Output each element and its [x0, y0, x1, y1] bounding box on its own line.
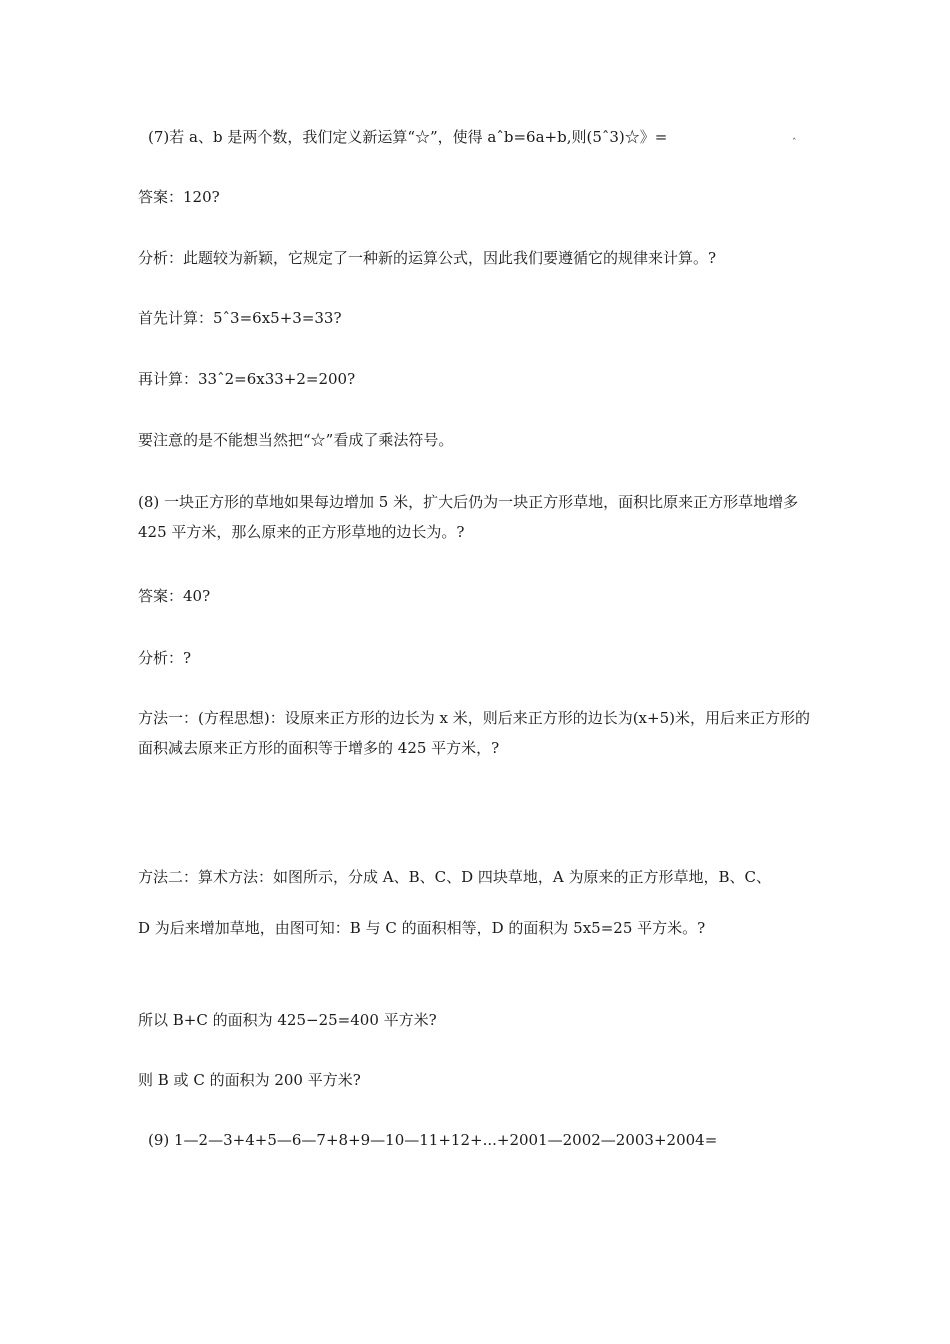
- problem-8-method-2-line-2: D 为后来增加草地，由图可知：B 与 C 的面积相等，D 的面积为 5x5=25 平方米。?: [138, 919, 706, 937]
- problem-7-question: (7)若 a、b 是两个数，我们定义新运算“☆”，使得 aˆb=6a+b,则(5ˆ3)☆》=: [148, 128, 668, 146]
- problem-7-step-2: 再计算：33ˆ2=6x33+2=200?: [138, 370, 356, 388]
- stray-caret-mark: ˆ: [792, 138, 797, 148]
- problem-8-method-1: 方法一：(方程思想)：设原来正方形的边长为 x 米，则后来正方形的边长为(x+5)米，用后来正方形的面积减去原来正方形的面积等于增多的 425 平方米，?: [138, 709, 810, 757]
- problem-8-method-2-line-1: 方法二：算术方法：如图所示，分成 A、B、C、D 四块草地，A 为原来的正方形草地，B、C、: [138, 868, 771, 886]
- problem-7-analysis: 分析：此题较为新颖，它规定了一种新的运算公式，因此我们要遵循它的规律来计算。?: [138, 249, 717, 267]
- problem-8-result-2: 则 B 或 C 的面积为 200 平方米?: [138, 1071, 361, 1089]
- problem-7-note: 要注意的是不能想当然把“☆”看成了乘法符号。: [138, 431, 454, 449]
- problem-7-answer: 答案：120?: [138, 188, 220, 206]
- problem-8-result-1: 所以 B+C 的面积为 425−25=400 平方米?: [138, 1011, 437, 1029]
- problem-8-question: (8) 一块正方形的草地如果每边增加 5 米，扩大后仍为一块正方形草地，面积比原来正方形草地增多 425 平方米，那么原来的正方形草地的边长为。?: [138, 493, 799, 541]
- problem-7-step-1: 首先计算：5ˆ3=6x5+3=33?: [138, 309, 342, 327]
- problem-8-answer: 答案：40?: [138, 587, 211, 605]
- problem-8-analysis: 分析：?: [138, 649, 192, 667]
- problem-9-question: (9) 1—2—3+4+5—6—7+8+9—10—11+12+...+2001—2002—2003+2004=: [148, 1131, 718, 1149]
